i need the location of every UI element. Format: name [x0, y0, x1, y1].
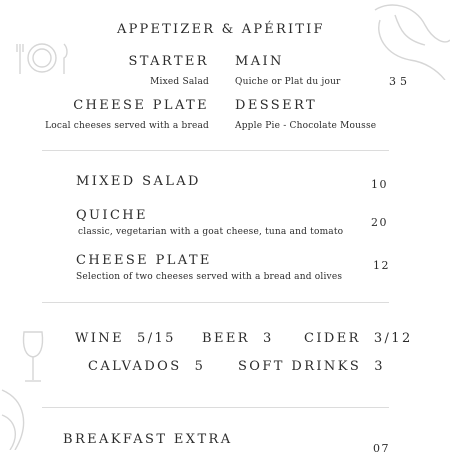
cheese-plate-label: CHEESE PLATE — [73, 98, 209, 113]
menu-title: APPETIZER & APÉRITIF — [117, 22, 325, 37]
dessert-description: Apple Pie - Chocolate Mousse — [235, 121, 377, 131]
starter-label: STARTER — [128, 54, 209, 69]
drink-wine: WINE 5/15 — [75, 331, 176, 346]
breakfast-price: 07 — [373, 442, 390, 455]
formula-price: 35 — [389, 75, 411, 88]
drink-cider: CIDER 3/12 — [304, 331, 413, 346]
divider-1 — [42, 150, 389, 151]
drink-calvados: CALVADOS 5 — [88, 359, 206, 374]
plate-cutlery-icon — [14, 38, 70, 78]
main-description: Quiche or Plat du jour — [235, 77, 341, 87]
leaf-decoration-icon-bottom — [0, 380, 40, 450]
divider-3 — [42, 407, 389, 408]
dish-name-quiche: QUICHE — [76, 208, 148, 223]
cheese-plate-description: Local cheeses served with a bread — [45, 121, 209, 131]
dish-price-cheese-plate: 12 — [373, 259, 390, 272]
dessert-label: DESSERT — [235, 98, 318, 113]
starter-description: Mixed Salad — [150, 77, 209, 87]
dish-desc-cheese-plate: Selection of two cheeses served with a bread and olives — [76, 272, 343, 282]
dish-price-mixed-salad: 10 — [371, 178, 388, 191]
dish-name-cheese-plate: CHEESE PLATE — [76, 253, 212, 268]
main-label: MAIN — [235, 54, 284, 69]
dish-desc-quiche: classic, vegetarian with a goat cheese, tuna and tomato — [78, 227, 344, 237]
dish-price-quiche: 20 — [371, 216, 388, 229]
drink-beer: BEER 3 — [202, 331, 274, 346]
leaf-decoration-icon — [355, 0, 450, 80]
breakfast-title: BREAKFAST EXTRA — [63, 432, 233, 447]
drink-soft-drinks: SOFT DRINKS 3 — [238, 359, 385, 374]
wine-glass-icon — [18, 330, 48, 385]
divider-2 — [42, 302, 389, 303]
dish-name-mixed-salad: MIXED SALAD — [76, 174, 201, 189]
